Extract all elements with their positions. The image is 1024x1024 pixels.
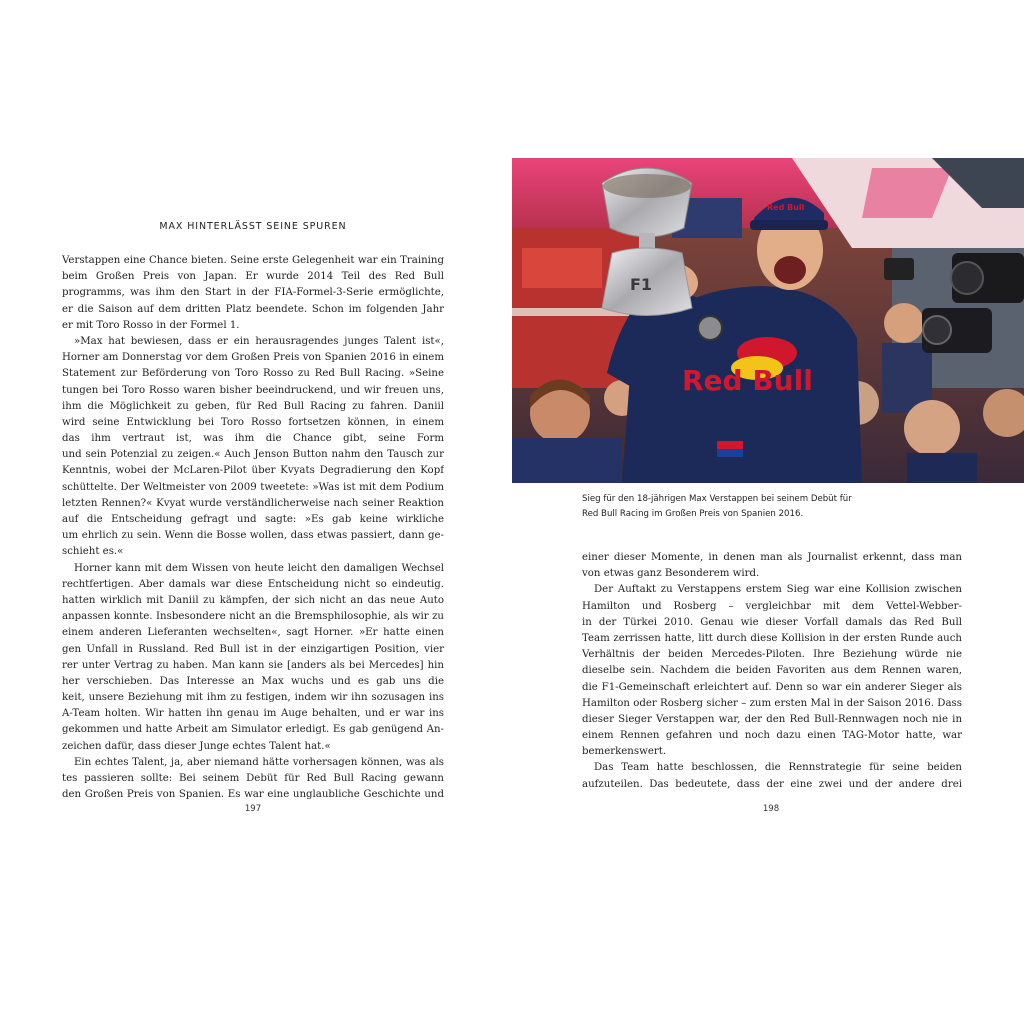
race-victory-photo [512, 158, 1024, 483]
text-line: aufzuteilen. Das bedeutete, dass der eine zwei und der andere drei [582, 778, 962, 790]
text-line: von etwas ganz Besonderem wird. [582, 568, 760, 580]
page-number: 198 [762, 804, 780, 814]
caption-line: Sieg für den 18-jährigen Max Verstappen bei seinem Debüt für [582, 494, 852, 504]
text-line: Der Auftakt zu Verstappens erstem Sieg war eine Kollision zwischen [594, 584, 962, 596]
text-line: Hamilton und Rosberg – vergleichbar mit dem Vettel-Webber- [582, 600, 962, 612]
text-line: einem Rennen gefahren und noch dazu einen TAG-Motor hatte, war [582, 730, 962, 742]
page-number: 197 [244, 804, 262, 814]
text-line: Kenntnis, wobei der McLaren-Pilot über Kvyats Degradierung den Kopf [62, 465, 444, 477]
text-line: »Max hat bewiesen, dass er ein herausragendes junges Talent ist«, [74, 335, 444, 347]
text-line: Ein echtes Talent, ja, aber niemand hätte vorhersagen können, was als [74, 756, 444, 768]
text-line: keit, unsere Beziehung mit ihm zu festigen, indem wir ihn sozusagen ins [62, 692, 444, 704]
text-line: einem anderen Lieferanten wechselten«, sagt Horner. »Er hatte einen [62, 627, 444, 639]
text-line: schüttelte. Der Weltmeister von 2009 tweetete: »Was ist mit dem Podium [62, 481, 444, 493]
text-line: Statement zur Beförderung von Toro Rosso zu Red Bull Racing. »Seine [62, 368, 444, 380]
text-line: gekommen und hatte Arbeit am Simulator erledigt. Es gab genügend An- [62, 724, 444, 736]
text-line: die F1-Gemeinschaft erleichtert auf. Denn so war ein anderer Sieger als [582, 681, 962, 693]
text-line: Das Team hatte beschlossen, die Rennstrategie für seine beiden [594, 762, 962, 774]
text-line: Verhältnis der beiden Mercedes-Piloten. Ihre Beziehung würde nie [582, 649, 962, 661]
cap-logo: Red Bull [767, 203, 805, 212]
text-line: das ihm vertraut ist, was ihm die Chance gibt, seine Form [62, 433, 444, 445]
suit-logo: Red Bull [682, 364, 813, 397]
trophy-logo: F1 [630, 275, 653, 294]
text-line: und sein Potenzial zu zeigen.« Auch Jenson Button nahm den Tausch zur [62, 449, 444, 461]
text-line: tungen bei Toro Rosso waren bisher beeindruckend, und wir freuen uns, [62, 384, 444, 396]
text-line: er mit Toro Rosso in der Formel 1. [62, 319, 240, 331]
text-line: zeichen dafür, dass dieser Junge echtes Talent hat.« [62, 740, 331, 752]
right-page-body [582, 550, 962, 793]
left-page-body [62, 253, 444, 803]
text-line: dieselbe sein. Nachdem die beiden Favoriten aus dem Rennen waren, [582, 665, 962, 677]
text-line: den Großen Preis von Spanien. Es war eine unglaubliche Geschichte und [62, 789, 444, 801]
text-line: hatten wirklich mit Daniil zu kämpfen, der sich nicht an das neue Auto [62, 594, 444, 606]
text-line: er die Saison auf dem dritten Platz beendete. Schon im folgenden Jahr [62, 303, 444, 315]
text-line: letzten Rennen?« Kvyat wurde verständlicherweise nach seiner Reaktion [62, 497, 444, 509]
text-line: Hamilton oder Rosberg sicher – zum ersten Mal in der Saison 2016. Dass [582, 697, 962, 709]
text-line: Team zerrissen hatte, litt durch diese Kollision in der ersten Runde auch [582, 632, 962, 644]
text-line: wird seine Entwicklung bei Toro Rosso fortsetzen können, in einem [62, 416, 444, 428]
text-line: auf die Entscheidung gefragt und sagte: »Es gab keine wirkliche [62, 514, 444, 525]
text-line: gen Unfall in Russland. Red Bull ist in der einzigartigen Position, vier [62, 643, 444, 655]
text-line: tes passieren sollte: Bei seinem Debüt für Red Bull Racing gewann [62, 773, 444, 784]
text-line: Horner am Donnerstag vor dem Großen Preis von Spanien 2016 in einem [62, 352, 444, 364]
text-line: A-Team holten. Wir hatten ihn genau im Auge behalten, und er war ins [62, 708, 444, 720]
text-line: schieht es.« [62, 546, 124, 558]
text-line: rechtfertigen. Aber damals war diese Entscheidung nicht so eindeutig. [62, 578, 444, 590]
text-line: anpassen konnte. Insbesondere nicht an die Bremsphilosophie, als wir zu [62, 611, 444, 623]
text-line: ihm die Möglichkeit zu geben, für Red Bull Racing zu fahren. Daniil [62, 400, 444, 412]
text-line: um ehrlich zu sein. Wenn die Bosse wollen, dass etwas passiert, dann ge- [62, 530, 444, 542]
photo-caption [582, 492, 982, 522]
text-line: dieser Sieger Verstappen war, der den Red Bull-Rennwagen noch nie in [582, 713, 962, 725]
running-head: MAX HINTERLÄSST SEINE SPUREN [159, 221, 347, 232]
text-line: rer unter Vertrag zu haben. Man kann sie [anders als bei Mercedes] hin [62, 659, 444, 671]
text-line: bemerkenswert. [582, 746, 667, 758]
text-line: Verstappen eine Chance bieten. Seine erste Gelegenheit war ein Training [62, 255, 444, 266]
text-line: einer dieser Momente, in denen man als Journalist erkennt, dass man [582, 552, 962, 563]
text-line: in der Türkei 2010. Genau wie dieser Vorfall damals das Red Bull [582, 616, 962, 628]
text-line: her verschieben. Das Interesse an Max wuchs und es gab uns die [62, 675, 444, 687]
text-line: Horner kann mit dem Wissen von heute leicht den damaligen Wechsel [74, 562, 444, 574]
text-line: programms, was ihm den Start in der FIA-Formel-3-Serie ermöglichte, [62, 287, 444, 299]
text-line: beim Großen Preis von Japan. Er wurde 2014 Teil des Red Bull [62, 271, 444, 283]
caption-line: Red Bull Racing im Großen Preis von Spanien 2016. [582, 509, 804, 519]
